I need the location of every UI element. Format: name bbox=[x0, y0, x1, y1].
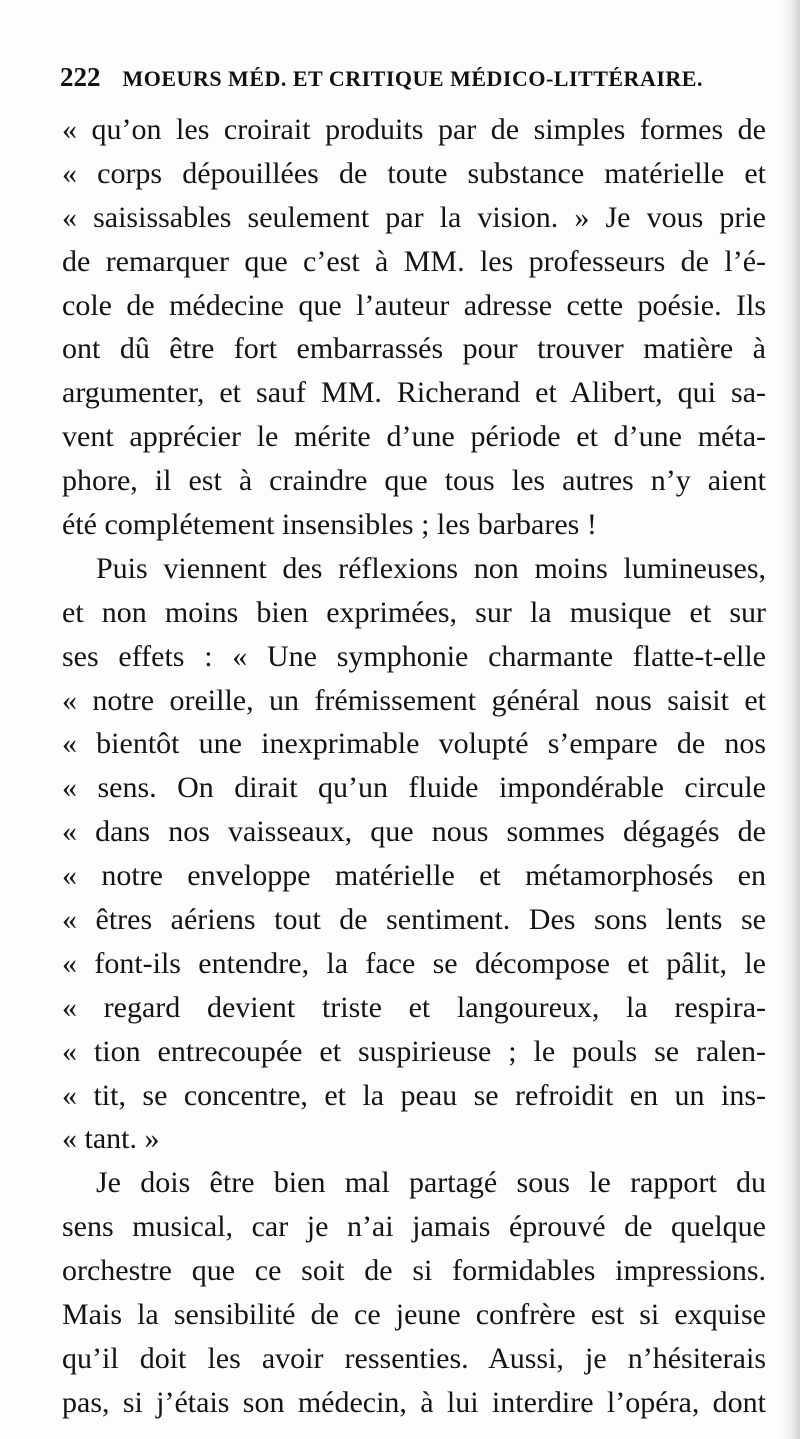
text-line: Mais la sensibilité de ce jeune confrère est si exquise bbox=[62, 1298, 766, 1332]
running-title: MOEURS MÉD. ET CRITIQUE MÉDICO-LITTÉRAIRE. bbox=[122, 66, 703, 91]
paragraph bbox=[62, 547, 766, 1161]
paragraph bbox=[62, 1161, 766, 1424]
text-line: et non moins bien exprimées, sur la musique et sur bbox=[62, 595, 766, 629]
text-line: ont dû être fort embarrassés pour trouver matière à bbox=[62, 332, 766, 366]
text-line: été complétement insensibles ; les barbares ! bbox=[62, 508, 597, 542]
page-gutter-shadow bbox=[778, 0, 800, 1439]
text-line: vent apprécier le mérite d’une période et d’une méta- bbox=[62, 420, 766, 454]
text-line: « tion entrecoupée et suspirieuse ; le pouls se ralen- bbox=[62, 1034, 766, 1068]
text-line: cole de médecine que l’auteur adresse cette poésie. Ils bbox=[62, 288, 766, 322]
text-line: « êtres aériens tout de sentiment. Des sons lents se bbox=[62, 903, 766, 937]
text-line: « bientôt une inexprimable volupté s’empare de nos bbox=[62, 727, 766, 761]
text-line: « saisissables seulement par la vision. » Je vous prie bbox=[62, 200, 766, 234]
text-line: ses effets : « Une symphonie charmante flatte-t-elle bbox=[62, 639, 766, 673]
body-text bbox=[62, 108, 766, 1425]
text-line: phore, il est à craindre que tous les autres n’y aient bbox=[62, 464, 766, 498]
text-line: Puis viennent des réflexions non moins lumineuses, bbox=[96, 551, 766, 585]
text-line: de remarquer que c’est à MM. les professeurs de l’é- bbox=[62, 244, 766, 278]
page-number: 222 bbox=[60, 62, 101, 92]
text-line: « dans nos vaisseaux, que nous sommes dégagés de bbox=[62, 815, 766, 849]
text-line: pas, si j’étais son médecin, à lui interdire l’opéra, dont bbox=[62, 1385, 766, 1419]
paragraph bbox=[62, 108, 766, 547]
text-line: sens musical, car je n’ai jamais éprouvé de quelque bbox=[62, 1210, 766, 1244]
text-line: Je dois être bien mal partagé sous le rapport du bbox=[96, 1166, 766, 1200]
text-line: « sens. On dirait qu’un fluide impondérable circule bbox=[62, 771, 766, 805]
text-line: « tant. » bbox=[62, 1122, 160, 1156]
text-line: orchestre que ce soit de si formidables impressions. bbox=[62, 1254, 766, 1288]
text-line: « notre oreille, un frémissement général nous saisit et bbox=[62, 683, 766, 717]
text-line: « tit, se concentre, et la peau se refroidit en un ins- bbox=[62, 1078, 766, 1112]
page-header bbox=[60, 62, 780, 102]
text-line: « font-ils entendre, la face se décompose et pâlit, le bbox=[62, 946, 766, 980]
text-line: « corps dépouillées de toute substance matérielle et bbox=[62, 156, 766, 190]
text-line: « notre enveloppe matérielle et métamorphosés en bbox=[62, 859, 766, 893]
text-line: argumenter, et sauf MM. Richerand et Alibert, qui sa- bbox=[62, 376, 766, 410]
text-line: qu’il doit les avoir ressenties. Aussi, je n’hésiterais bbox=[62, 1341, 766, 1375]
text-line: « regard devient triste et langoureux, la respira- bbox=[62, 990, 766, 1024]
text-line: « qu’on les croirait produits par de simples formes de bbox=[62, 113, 766, 146]
